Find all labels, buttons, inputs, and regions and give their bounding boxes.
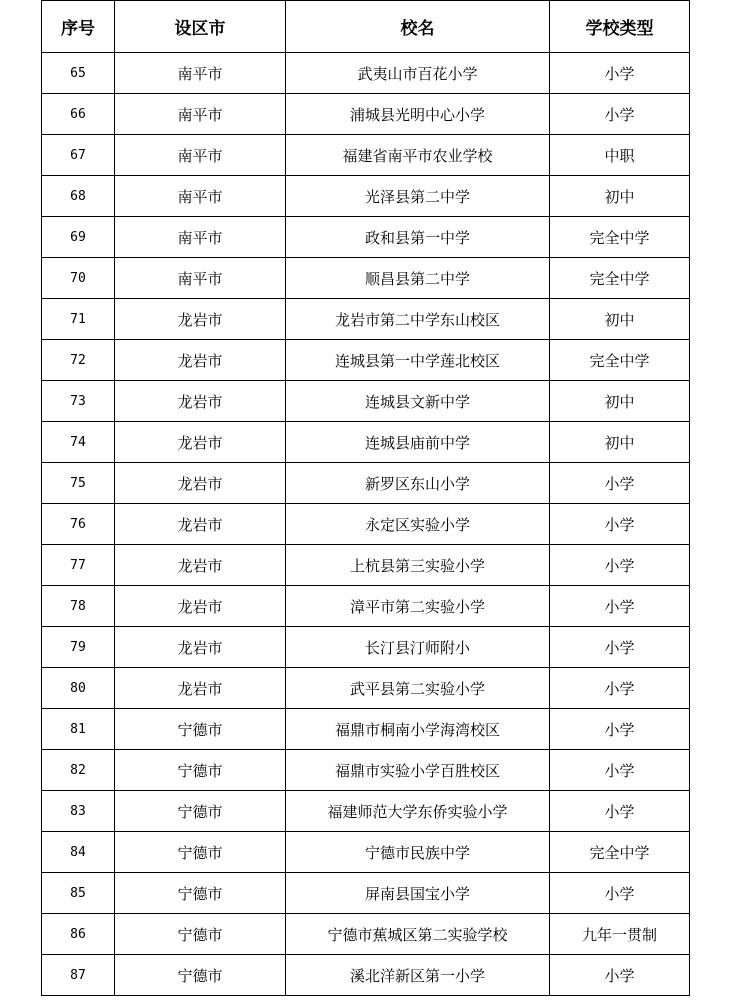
cell-school-type: 完全中学 — [550, 832, 690, 873]
cell-school-type: 小学 — [550, 504, 690, 545]
cell-school-name: 新罗区东山小学 — [286, 463, 550, 504]
cell-school-type: 小学 — [550, 709, 690, 750]
cell-school-type: 小学 — [550, 750, 690, 791]
cell-serial-number: 68 — [42, 176, 115, 217]
cell-school-name: 光泽县第二中学 — [286, 176, 550, 217]
table-row — [42, 955, 690, 996]
cell-serial-number: 73 — [42, 381, 115, 422]
cell-school-type: 完全中学 — [550, 258, 690, 299]
cell-school-name: 浦城县光明中心小学 — [286, 94, 550, 135]
cell-serial-number: 72 — [42, 340, 115, 381]
cell-school-name: 长汀县汀师附小 — [286, 627, 550, 668]
cell-city: 宁德市 — [115, 914, 286, 955]
cell-serial-number: 79 — [42, 627, 115, 668]
cell-school-name: 福建省南平市农业学校 — [286, 135, 550, 176]
table-row — [42, 463, 690, 504]
cell-serial-number: 83 — [42, 791, 115, 832]
cell-serial-number: 84 — [42, 832, 115, 873]
cell-school-type: 小学 — [550, 627, 690, 668]
cell-school-name: 福鼎市桐南小学海湾校区 — [286, 709, 550, 750]
table-row — [42, 873, 690, 914]
cell-school-name: 政和县第一中学 — [286, 217, 550, 258]
table-row — [42, 504, 690, 545]
cell-serial-number: 82 — [42, 750, 115, 791]
table-row — [42, 709, 690, 750]
cell-city: 龙岩市 — [115, 627, 286, 668]
cell-serial-number: 76 — [42, 504, 115, 545]
cell-school-name: 武平县第二实验小学 — [286, 668, 550, 709]
cell-school-name: 连城县庙前中学 — [286, 422, 550, 463]
cell-city: 南平市 — [115, 135, 286, 176]
cell-school-name: 福鼎市实验小学百胜校区 — [286, 750, 550, 791]
table-row — [42, 791, 690, 832]
cell-city: 南平市 — [115, 258, 286, 299]
cell-school-type: 小学 — [550, 873, 690, 914]
cell-serial-number: 77 — [42, 545, 115, 586]
table-row — [42, 586, 690, 627]
cell-school-name: 顺昌县第二中学 — [286, 258, 550, 299]
cell-city: 宁德市 — [115, 709, 286, 750]
cell-school-name: 上杭县第三实验小学 — [286, 545, 550, 586]
table-row — [42, 832, 690, 873]
header-row — [42, 1, 690, 53]
cell-serial-number: 74 — [42, 422, 115, 463]
cell-school-name: 龙岩市第二中学东山校区 — [286, 299, 550, 340]
cell-city: 龙岩市 — [115, 668, 286, 709]
cell-school-type: 小学 — [550, 53, 690, 94]
header-serial-number: 序号 — [42, 1, 115, 53]
cell-school-type: 小学 — [550, 94, 690, 135]
cell-school-type: 初中 — [550, 381, 690, 422]
table-row — [42, 135, 690, 176]
cell-school-name: 宁德市民族中学 — [286, 832, 550, 873]
cell-city: 南平市 — [115, 176, 286, 217]
cell-city: 龙岩市 — [115, 545, 286, 586]
cell-school-type: 小学 — [550, 545, 690, 586]
cell-school-name: 永定区实验小学 — [286, 504, 550, 545]
cell-city: 宁德市 — [115, 791, 286, 832]
table-row — [42, 668, 690, 709]
table-body — [42, 53, 690, 996]
cell-school-name: 连城县文新中学 — [286, 381, 550, 422]
school-list-table — [41, 0, 690, 996]
cell-serial-number: 81 — [42, 709, 115, 750]
cell-school-name: 武夷山市百花小学 — [286, 53, 550, 94]
cell-city: 龙岩市 — [115, 381, 286, 422]
cell-city: 龙岩市 — [115, 299, 286, 340]
table-header — [42, 1, 690, 53]
cell-city: 龙岩市 — [115, 504, 286, 545]
header-school-name: 校名 — [286, 1, 550, 53]
table-row — [42, 340, 690, 381]
cell-serial-number: 85 — [42, 873, 115, 914]
table-row — [42, 217, 690, 258]
cell-serial-number: 65 — [42, 53, 115, 94]
cell-school-type: 小学 — [550, 463, 690, 504]
cell-school-type: 初中 — [550, 422, 690, 463]
table-row — [42, 627, 690, 668]
table-row — [42, 94, 690, 135]
cell-school-type: 初中 — [550, 299, 690, 340]
cell-city: 南平市 — [115, 53, 286, 94]
cell-school-type: 小学 — [550, 586, 690, 627]
table-row — [42, 750, 690, 791]
cell-city: 宁德市 — [115, 955, 286, 996]
cell-city: 龙岩市 — [115, 463, 286, 504]
cell-school-type: 初中 — [550, 176, 690, 217]
table-row — [42, 258, 690, 299]
cell-city: 宁德市 — [115, 832, 286, 873]
cell-school-type: 小学 — [550, 955, 690, 996]
table-row — [42, 422, 690, 463]
cell-school-type: 小学 — [550, 791, 690, 832]
table-row — [42, 381, 690, 422]
cell-city: 龙岩市 — [115, 340, 286, 381]
cell-serial-number: 78 — [42, 586, 115, 627]
table-row — [42, 545, 690, 586]
cell-serial-number: 67 — [42, 135, 115, 176]
cell-school-name: 福建师范大学东侨实验小学 — [286, 791, 550, 832]
cell-school-name: 漳平市第二实验小学 — [286, 586, 550, 627]
cell-city: 南平市 — [115, 94, 286, 135]
cell-serial-number: 71 — [42, 299, 115, 340]
cell-serial-number: 70 — [42, 258, 115, 299]
table-row — [42, 914, 690, 955]
header-city: 设区市 — [115, 1, 286, 53]
cell-school-type: 完全中学 — [550, 340, 690, 381]
cell-city: 南平市 — [115, 217, 286, 258]
cell-school-type: 完全中学 — [550, 217, 690, 258]
cell-school-name: 溪北洋新区第一小学 — [286, 955, 550, 996]
cell-serial-number: 80 — [42, 668, 115, 709]
cell-serial-number: 66 — [42, 94, 115, 135]
table-row — [42, 176, 690, 217]
cell-school-name: 宁德市蕉城区第二实验学校 — [286, 914, 550, 955]
table-row — [42, 299, 690, 340]
cell-serial-number: 87 — [42, 955, 115, 996]
header-school-type: 学校类型 — [550, 1, 690, 53]
cell-city: 宁德市 — [115, 873, 286, 914]
cell-serial-number: 75 — [42, 463, 115, 504]
cell-school-type: 小学 — [550, 668, 690, 709]
cell-city: 宁德市 — [115, 750, 286, 791]
cell-city: 龙岩市 — [115, 422, 286, 463]
cell-school-name: 连城县第一中学莲北校区 — [286, 340, 550, 381]
cell-school-type: 九年一贯制 — [550, 914, 690, 955]
cell-serial-number: 69 — [42, 217, 115, 258]
cell-school-type: 中职 — [550, 135, 690, 176]
cell-serial-number: 86 — [42, 914, 115, 955]
table-row — [42, 53, 690, 94]
cell-city: 龙岩市 — [115, 586, 286, 627]
cell-school-name: 屏南县国宝小学 — [286, 873, 550, 914]
